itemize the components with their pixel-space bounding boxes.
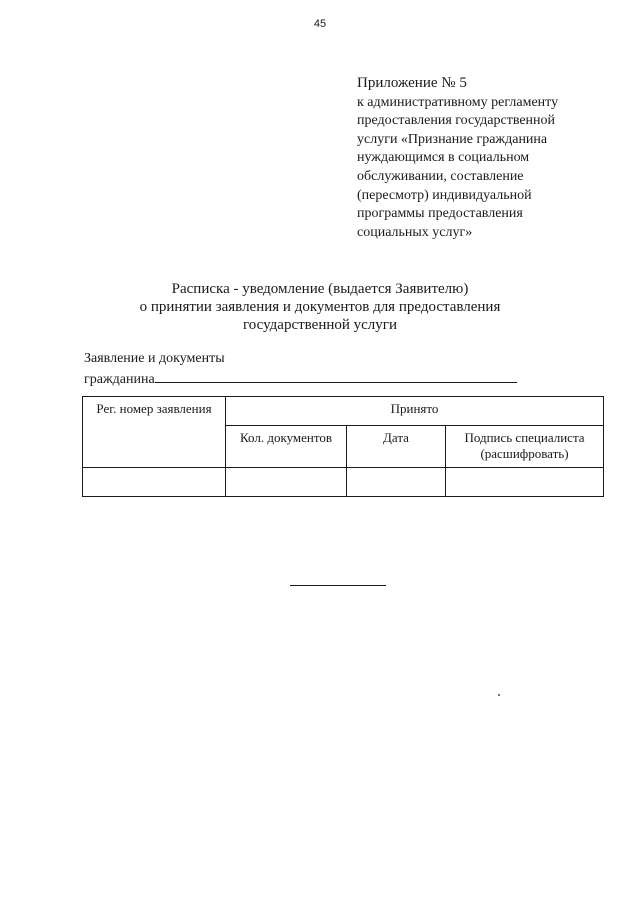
signature-header-line2: (расшифровать) bbox=[480, 446, 569, 461]
appendix-title: Приложение № 5 bbox=[357, 75, 467, 91]
heading-line: о принятии заявления и документов для предоставления bbox=[139, 299, 501, 315]
page-number: 45 bbox=[313, 18, 327, 30]
applicant-label-line1: Заявление и документы bbox=[84, 351, 225, 366]
reg-number-header: Рег. номер заявления bbox=[83, 397, 226, 468]
appendix-line: услуги «Признание гражданина bbox=[357, 131, 548, 147]
signature-header-line1: Подпись специалиста bbox=[464, 430, 585, 445]
appendix-line: социальных услуг» bbox=[357, 224, 473, 240]
signature-header bbox=[446, 426, 604, 468]
applicant-block bbox=[84, 350, 517, 389]
document-heading bbox=[0, 280, 640, 334]
appendix-line: к административному регламенту bbox=[357, 94, 559, 110]
receipt-table bbox=[82, 396, 604, 497]
appendix-line: (пересмотр) индивидуальной bbox=[357, 187, 532, 203]
appendix-line: программы предоставления bbox=[357, 206, 523, 222]
date-cell bbox=[347, 468, 446, 497]
appendix-line: нуждающимся в социальном bbox=[357, 150, 530, 166]
reg-number-cell bbox=[83, 468, 226, 497]
heading-line: государственной услуги bbox=[243, 317, 397, 333]
heading-line: Расписка - уведомление (выдается Заявителю) bbox=[171, 281, 469, 297]
applicant-name-blank bbox=[155, 368, 517, 383]
date-header: Дата bbox=[347, 426, 446, 468]
applicant-label: гражданина bbox=[84, 372, 155, 387]
doc-count-header: Кол. документов bbox=[226, 426, 347, 468]
applicant-label-line2 bbox=[84, 368, 517, 389]
signature-cell bbox=[446, 468, 604, 497]
accepted-header: Принято bbox=[226, 397, 604, 426]
appendix-line: обслуживании, составление bbox=[357, 168, 524, 184]
table-row bbox=[83, 468, 604, 497]
appendix-line: предоставления государственной bbox=[357, 113, 556, 129]
appendix-block bbox=[357, 74, 627, 242]
table-header-row bbox=[83, 397, 604, 426]
scan-speck bbox=[498, 694, 500, 696]
doc-count-cell bbox=[226, 468, 347, 497]
end-divider bbox=[290, 585, 386, 586]
